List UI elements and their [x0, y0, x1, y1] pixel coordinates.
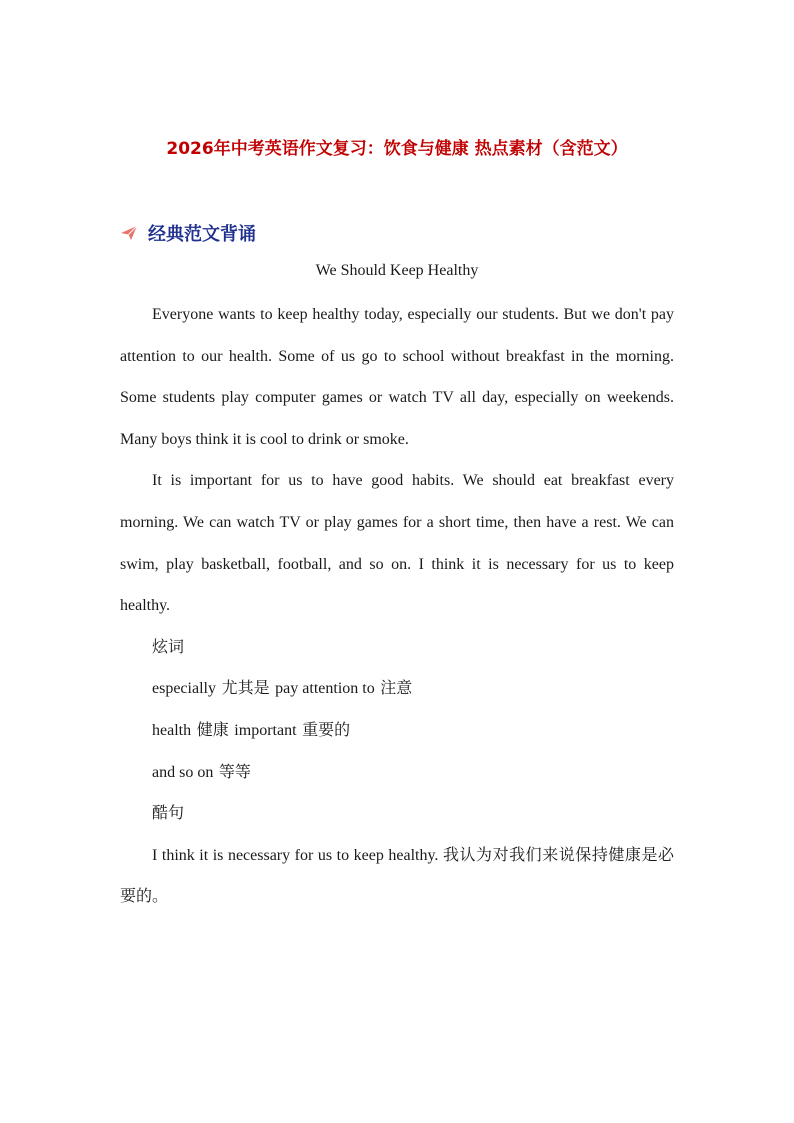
essay-paragraph-1: Everyone wants to keep healthy today, especially our students. But we don't pay attention to our health. Some of us go to school without breakfast in the morning. Some students play computer games or watch TV all day, especially on weekends. Many boys think it is cool to drink or smoke.: [120, 306, 674, 448]
vocab-term: important: [234, 721, 297, 739]
essay-paragraph-2: It is important for us to have good habits. We should eat breakfast every morning. We can watch TV or play games for a short time, then have a rest. We can swim, play basketball, football, and so on. I think it is necessary for us to keep healthy.: [120, 472, 674, 615]
sentence-heading: 酷句: [152, 805, 185, 823]
vocab-line-3: [120, 752, 674, 794]
document-title: 2026年中考英语作文复习：饮食与健康 热点素材（含范文）: [166, 139, 628, 159]
vocab-meaning: 注意: [380, 680, 413, 698]
vocab-meaning: 健康: [196, 721, 229, 739]
vocab-term: especially: [152, 680, 216, 698]
vocab-line-1: [120, 668, 674, 710]
vocab-term: pay attention to: [275, 680, 375, 698]
vocab-meaning: 重要的: [302, 721, 351, 739]
vocab-term: and so on: [152, 763, 214, 781]
section-heading: [120, 220, 256, 246]
vocab-meaning: 尤其是: [221, 680, 270, 698]
essay-body: [120, 294, 674, 918]
vocab-heading: 炫词: [152, 638, 185, 656]
sentence-text: I think it is necessary for us to keep healthy. 我认为对我们来说保持健康是必要的。: [120, 846, 674, 906]
section-heading-label: 经典范文背诵: [148, 224, 256, 245]
essay-title: We Should Keep Healthy: [315, 262, 479, 279]
paper-plane-icon: [120, 224, 138, 242]
vocab-term: health: [152, 721, 192, 739]
vocab-meaning: 等等: [218, 763, 251, 781]
vocab-line-2: [120, 710, 674, 752]
